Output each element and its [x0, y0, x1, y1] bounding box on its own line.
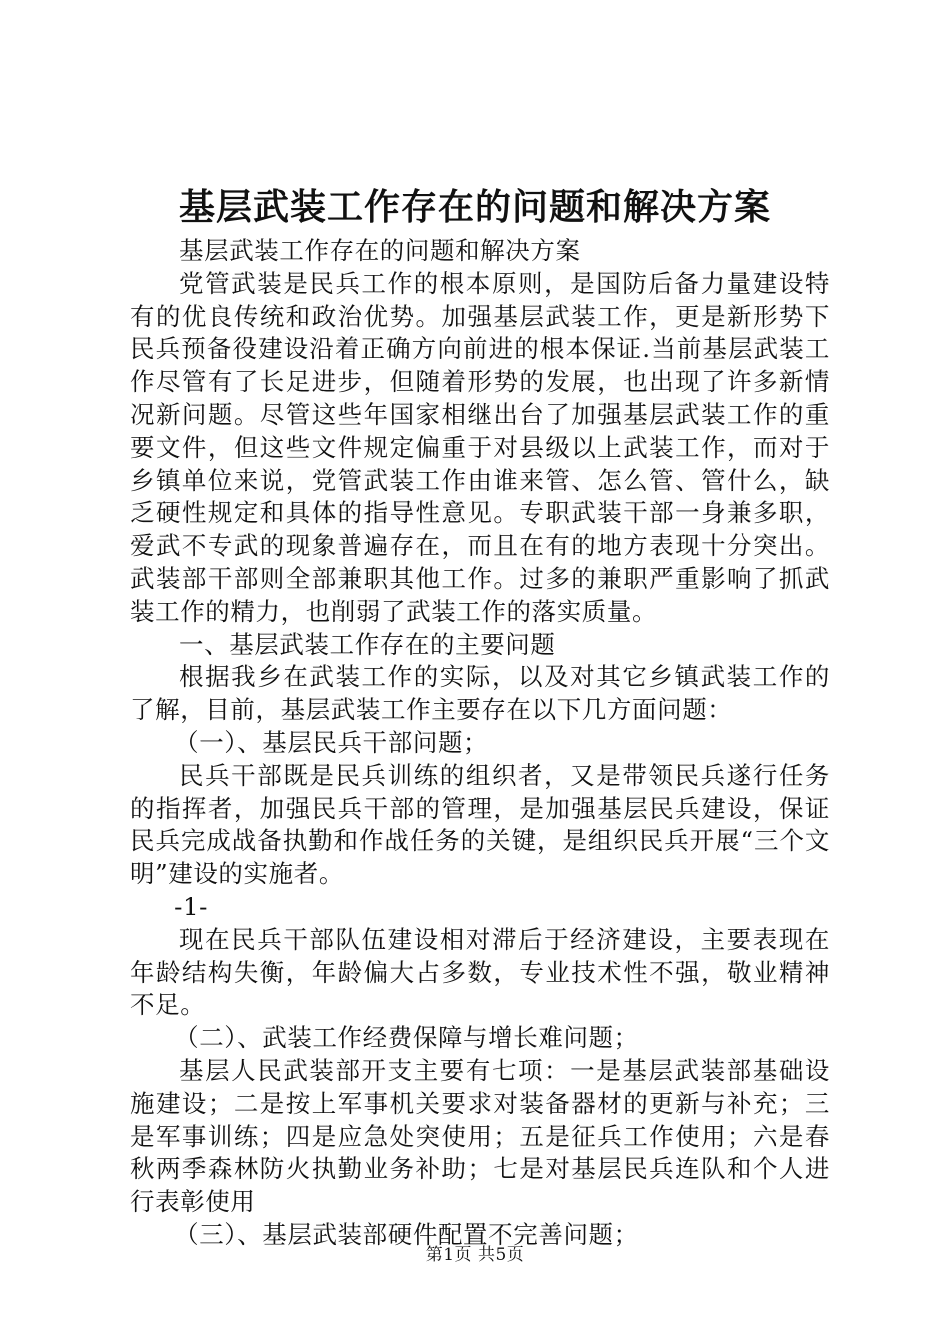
document-body: [130, 235, 830, 1252]
intro-paragraph: 党管武装是民兵工作的根本原则，是国防后备力量建设特有的优良传统和政治优势。加强基层武装工作，更是新形势下民兵预备役建设沿着正确方向前进的根本保证.当前基层武装工作尽管有了长足进步，但随着形势的发展，也出现了许多新情况新问题。尽管这些年国家相继出台了加强基层武装工作的重要文件，但这些文件规定偏重于对县级以上武装工作，而对于乡镇单位来说，党管武装工作由谁来管、怎么管、管什么，缺乏硬性规定和具体的指导性意见。专职武装干部一身兼多职，爱武不专武的现象普遍存在，而且在有的地方表现十分突出。武装部干部则全部兼职其他工作。过多的兼职严重影响了抓武装工作的精力，也削弱了武装工作的落实质量。: [130, 268, 830, 626]
subtitle-paragraph: 基层武装工作存在的问题和解决方案: [179, 236, 581, 265]
subsection-heading-3: （三）、基层武装部硬件配置不完善问题；: [174, 1219, 639, 1249]
body-paragraph: 根据我乡在武装工作的实际，以及对其它乡镇武装工作的了解，目前，基层武装工作主要存在以下几方面问题：: [130, 662, 830, 725]
subsection-heading-1: （一）、基层民兵干部问题；: [174, 727, 489, 757]
body-paragraph: 现在民兵干部队伍建设相对滞后于经济建设，主要表现在年龄结构失衡，年龄偏大占多数，专业技术性不强，敬业精神不足。: [130, 924, 830, 1020]
body-paragraph: 民兵干部既是民兵训练的组织者，又是带领民兵遂行任务的指挥者，加强民兵干部的管理，是加强基层民兵建设，保证民兵完成战备执勤和作战任务的关键，是组织民兵开展“三个文明”建设的实施者。: [130, 760, 830, 889]
inline-page-number: -1-: [174, 891, 209, 921]
body-paragraph: 基层人民武装部开支主要有七项：一是基层武装部基础设施建设；二是按上军事机关要求对装备器材的更新与补充；三是军事训练；四是应急处突使用；五是征兵工作使用；六是春秋两季森林防火执勤业务补助；七是对基层民兵连队和个人进行表彰使用: [130, 1055, 830, 1217]
document-title: 基层武装工作存在的问题和解决方案: [178, 186, 771, 228]
section-heading-1: 一、基层武装工作存在的主要问题: [179, 629, 556, 659]
subsection-heading-2: （二）、武装工作经费保障与增长难问题；: [174, 1023, 639, 1053]
page-footer: 第1页 共5页: [425, 1245, 525, 1265]
